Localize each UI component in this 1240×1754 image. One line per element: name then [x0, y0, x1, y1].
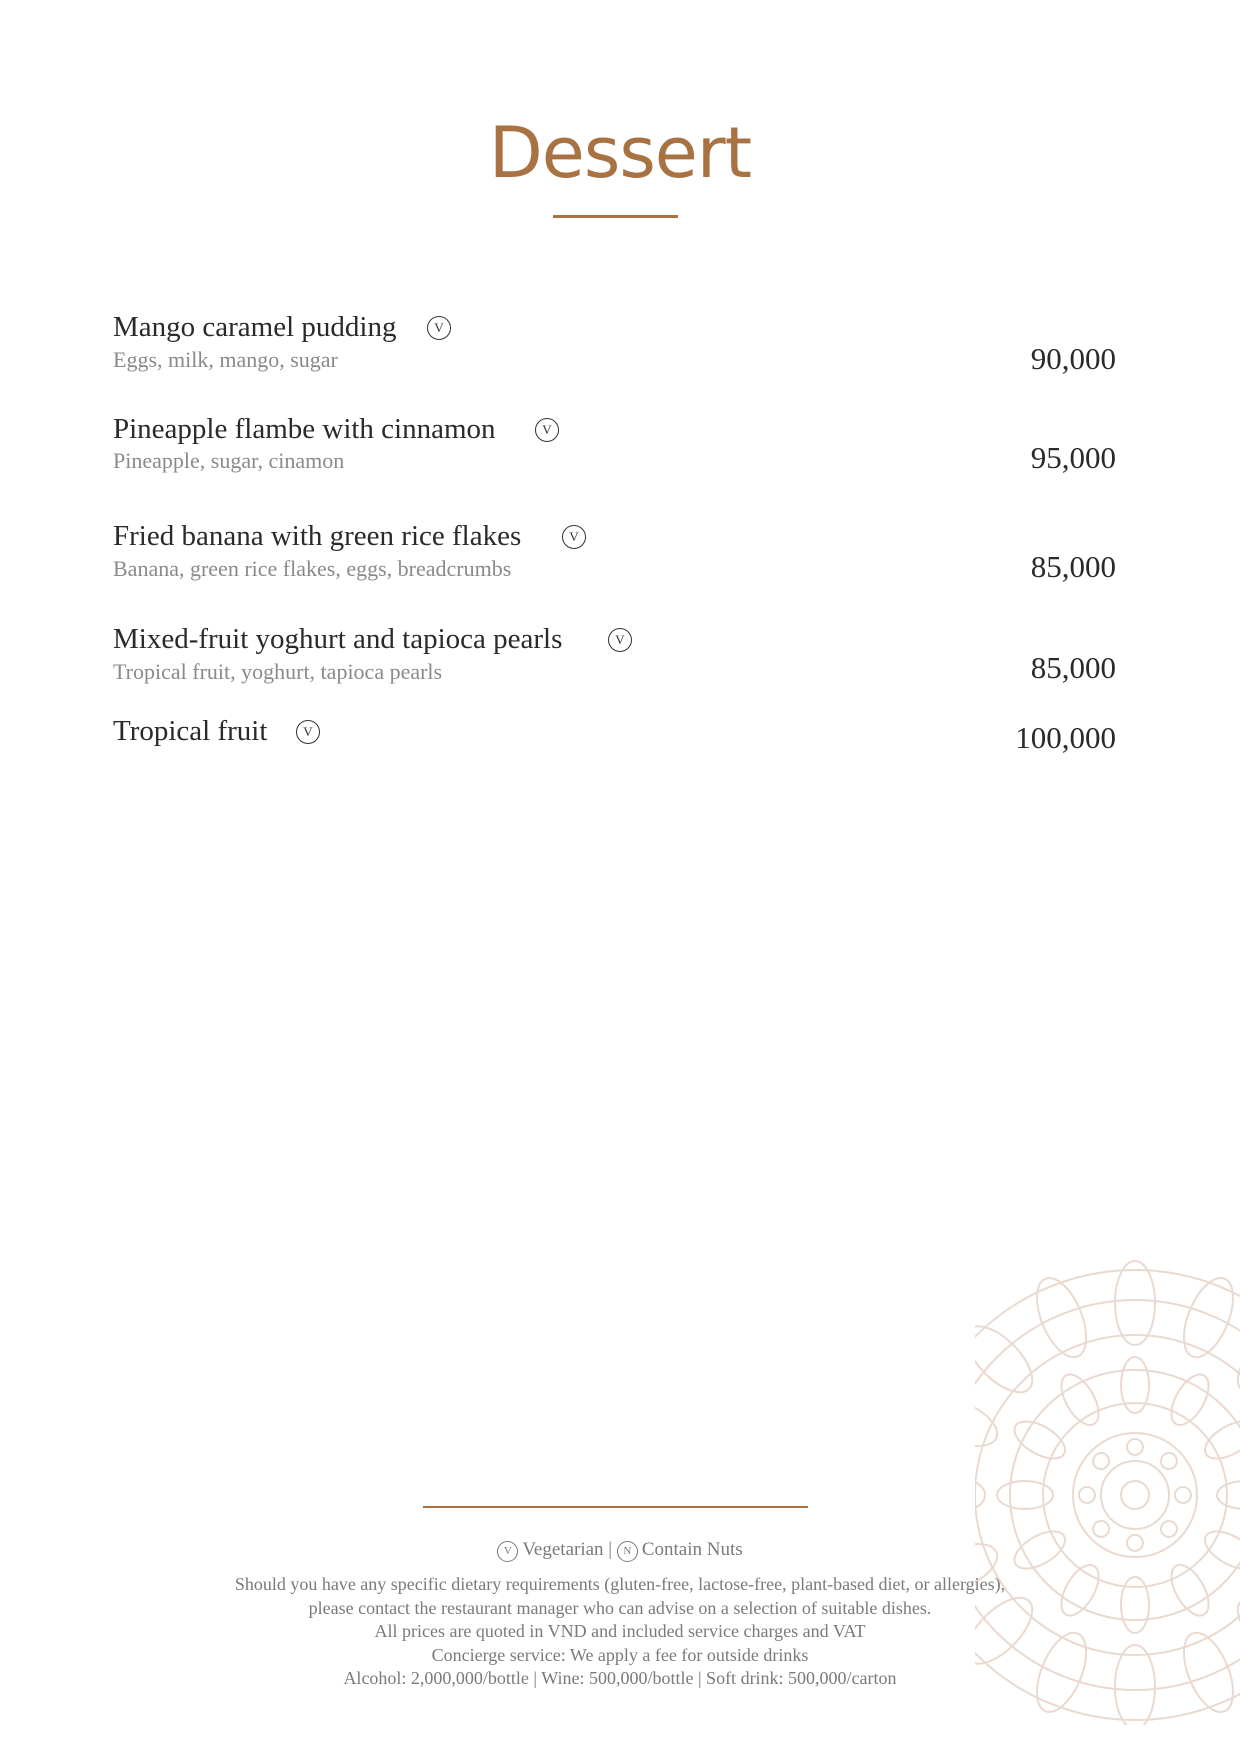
vegetarian-icon: V: [296, 720, 320, 744]
menu-item-description: Banana, green rice flakes, eggs, breadcrumbs: [113, 556, 512, 581]
menu-item-price: 85,000: [1030, 549, 1116, 584]
footer-divider: [423, 1506, 808, 1508]
menu-item-name: Mixed-fruit yoghurt and tapioca pearls: [113, 623, 563, 655]
menu-item-name: Mango caramel pudding: [113, 311, 397, 343]
note-dietary-requirements: Should you have any specific dietary requirements (gluten-free, lactose-free, plant-based diet, or allergies),: [234, 1574, 1006, 1594]
vegetarian-icon: V: [427, 316, 451, 340]
menu-item-description: Tropical fruit, yoghurt, tapioca pearls: [113, 659, 443, 684]
menu-item-price: 100,000: [1015, 720, 1116, 755]
menu-item-description: Eggs, milk, mango, sugar: [113, 347, 338, 372]
menu-item-description: Pineapple, sugar, cinamon: [113, 448, 345, 473]
nuts-icon: N: [617, 1541, 638, 1562]
page-title: Dessert: [488, 112, 752, 194]
dietary-legend: [0, 1538, 1240, 1562]
menu-item-name: Fried banana with green rice flakes: [113, 520, 522, 552]
menu-item-price: 85,000: [1030, 650, 1116, 685]
legend-separator: |: [608, 1539, 613, 1560]
vegetarian-icon: V: [497, 1541, 518, 1562]
vegetarian-icon: V: [535, 418, 559, 442]
title-underline: [553, 215, 678, 218]
menu-item-name: Pineapple flambe with cinnamon: [113, 413, 496, 445]
note-corkage-fees: Alcohol: 2,000,000/bottle | Wine: 500,000/bottle | Soft drink: 500,000/carton: [343, 1668, 897, 1688]
menu-item-price: 95,000: [1030, 440, 1116, 475]
menu-item-name: Tropical fruit: [113, 715, 268, 747]
legend-nuts-label: Contain Nuts: [641, 1539, 743, 1560]
note-concierge: Concierge service: We apply a fee for outside drinks: [431, 1644, 809, 1665]
note-prices: All prices are quoted in VND and included service charges and VAT: [374, 1621, 866, 1641]
menu-item-price: 90,000: [1030, 341, 1116, 376]
footer-notes: [0, 1573, 1240, 1691]
note-contact-manager: please contact the restaurant manager who can advise on a selection of suitable dishes.: [308, 1597, 932, 1618]
vegetarian-icon: V: [608, 628, 632, 652]
legend-vegetarian-label: Vegetarian: [522, 1539, 604, 1560]
vegetarian-icon: V: [562, 525, 586, 549]
